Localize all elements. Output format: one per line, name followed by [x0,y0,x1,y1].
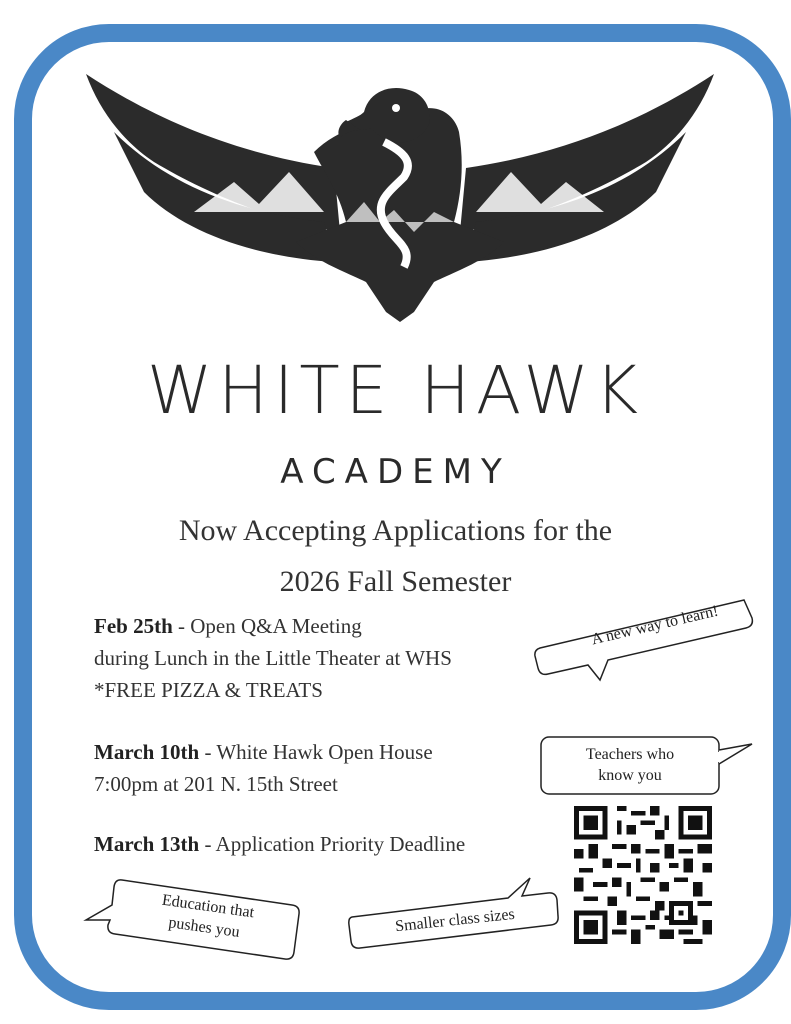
headline-line-2: 2026 Fall Semester [279,565,512,598]
event-desc: Open Q&A Meeting [190,614,362,638]
event-note: *FREE PIZZA & TREATS [94,678,323,702]
event-march-13: March 13th - Application Priority Deadline [94,832,466,856]
event-desc: Application Priority Deadline [215,832,466,856]
event-date: March 10th [94,740,200,764]
event-detail: during Lunch in the Little Theater at WHS [94,646,452,670]
bubble-teachers-line1: Teachers who [585,746,675,763]
event-detail: 7:00pm at 201 N. 15th Street [94,772,338,796]
bubble-new-way: A new way to learn! [589,602,720,649]
school-name: WHITE HAWK [146,352,645,429]
event-march-10: March 10th - White Hawk Open House 7:00pm at 201 N. 15th Street [94,736,433,800]
bubble-teachers-line2: know you [598,767,662,784]
bubble-smaller-classes: Smaller class sizes [394,905,516,936]
school-subtitle: ACADEMY [280,452,511,492]
headline-line-1: Now Accepting Applications for the [178,514,613,547]
event-date: Feb 25th [94,614,173,638]
bubble-education-line2: pushes you [167,914,241,941]
qr-code-icon[interactable] [573,806,713,944]
bubble-education-line1: Education that [160,891,256,922]
event-desc: White Hawk Open House [216,740,433,764]
event-feb: Feb 25th - Open Q&A Meeting during Lunch in the Little Theater at WHS *FREE PIZZA & TREATS [94,610,452,706]
event-date: March 13th [94,832,200,856]
